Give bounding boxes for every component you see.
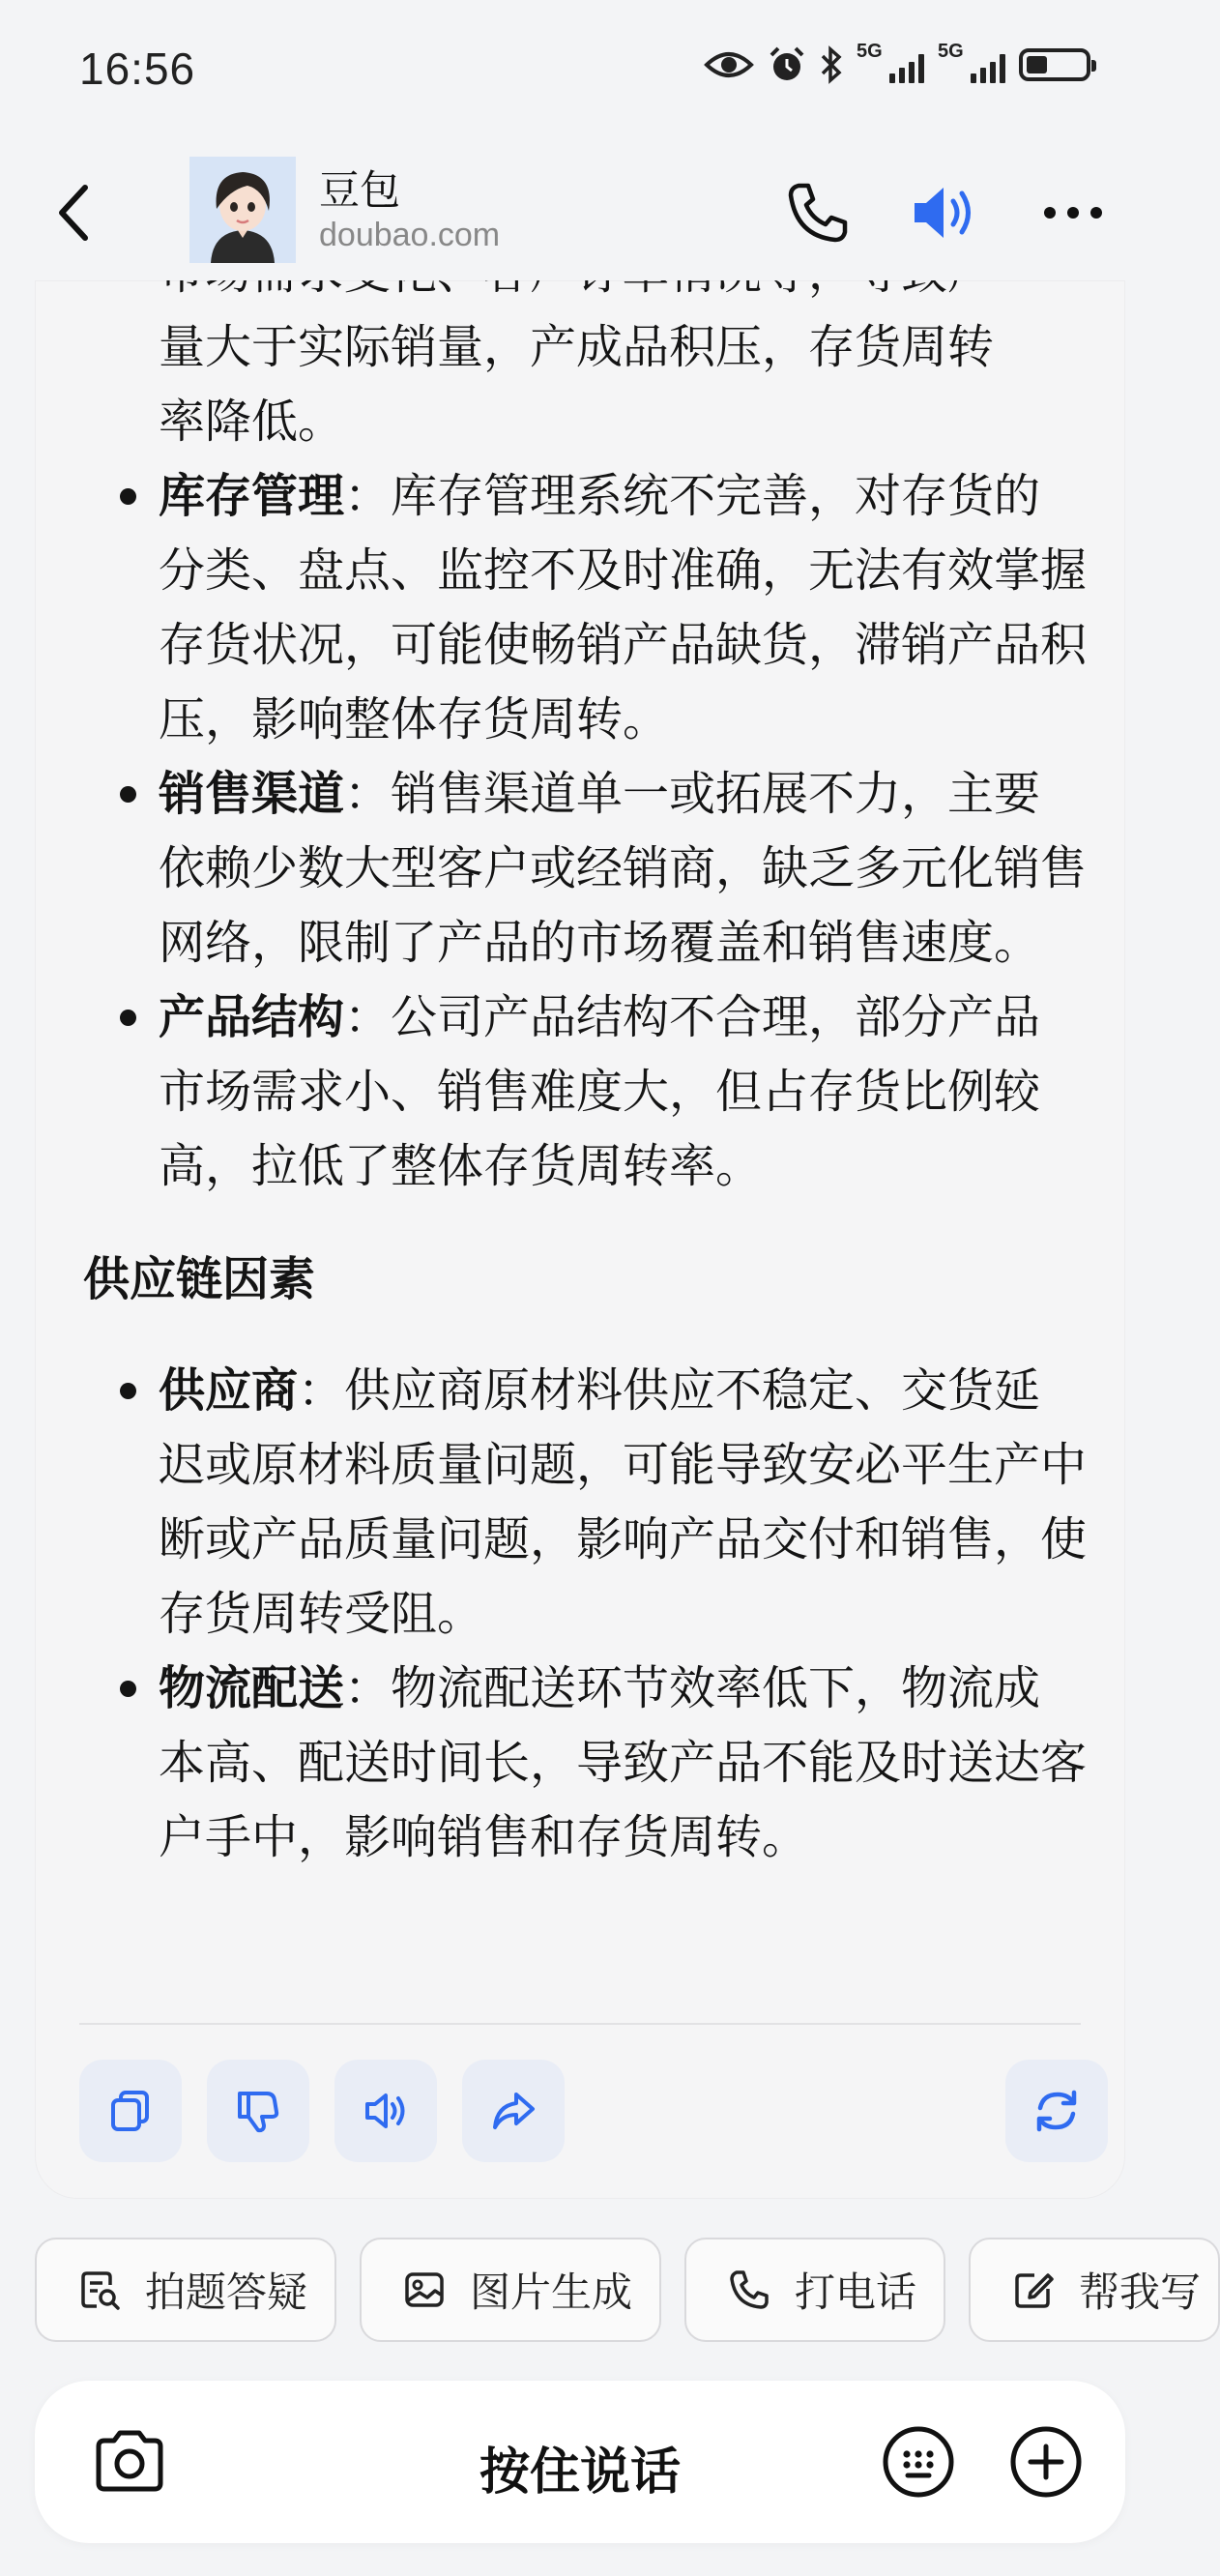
read-aloud-button[interactable] [334, 2060, 437, 2162]
chip-label: 打电话 [795, 2269, 917, 2316]
chip-photo-question[interactable] [35, 2238, 336, 2342]
chip-label: 拍题答疑 [145, 2269, 308, 2316]
back-button[interactable] [46, 174, 104, 251]
share-icon [487, 2085, 539, 2137]
fragment-line-3: 率降低。 [159, 395, 345, 449]
alarm-icon [768, 45, 806, 84]
phone-icon [727, 2268, 771, 2312]
bullet-term: 供应商 [159, 1363, 299, 1418]
regenerate-button[interactable] [1005, 2060, 1108, 2162]
message-actions [79, 2060, 1081, 2166]
bullet-text: ：库存管理系统不完善，对存货的分类、盘点、监控不及时准确，无法有效掌握存货状况，可能使畅销产品缺货，滞销产品积压，影响整体存货周转。 [159, 469, 1088, 746]
phone-call-button[interactable] [781, 176, 855, 249]
status-time: 16:56 [79, 44, 196, 94]
bullet-text: ：供应商原材料供应不稳定、交货延迟或原材料质量问题，可能导致安必平生产中断或产品质量问题，影响产品交付和销售，使存货周转受阻。 [159, 1363, 1088, 1641]
chat-header [0, 135, 1160, 280]
chip-label: 图片生成 [470, 2269, 633, 2316]
bullet-term: 物流配送 [159, 1661, 345, 1715]
hold-to-talk-button[interactable]: 按住说话 [479, 2444, 681, 2502]
message-content [35, 236, 1125, 1875]
section-title-supply-chain: 供应链因素 [83, 1252, 316, 1306]
network-label-2: 5G [938, 41, 964, 62]
chip-phone-call[interactable] [684, 2238, 945, 2342]
copy-icon [104, 2085, 157, 2137]
chip-write-for-me[interactable] [969, 2238, 1220, 2342]
bullet-inventory-management [35, 459, 1125, 757]
share-button[interactable] [462, 2060, 565, 2162]
bullet-text: ：物流配送环节效率低下，物流成本高、配送时间长，导致产品不能及时送达客户手中，影响销售和存货周转。 [159, 1661, 1088, 1864]
chip-label: 帮我写 [1079, 2269, 1202, 2316]
assistant-message-card [35, 280, 1125, 2199]
add-attachment-button[interactable] [1005, 2421, 1087, 2503]
suggestion-chips [35, 2238, 1202, 2346]
avatar[interactable] [189, 157, 296, 263]
read-aloud-icon [360, 2085, 412, 2137]
bullet-logistics [35, 1652, 1125, 1875]
bullet-product-structure [35, 981, 1125, 1204]
image-icon [402, 2268, 447, 2312]
bullet-term: 产品结构 [159, 990, 345, 1044]
fragment-line-2: 量大于实际销量，产成品积压，存货周转 [159, 320, 995, 374]
status-icons [704, 41, 1090, 85]
edit-icon [1011, 2268, 1056, 2312]
input-bar [35, 2381, 1125, 2543]
network-label-1: 5G [857, 41, 883, 62]
regenerate-icon [1029, 2083, 1085, 2139]
chat-title: 豆包 [319, 166, 401, 214]
speaker-on-button[interactable] [907, 176, 980, 249]
bullet-term: 销售渠道 [159, 767, 345, 821]
chat-subtitle: doubao.com [319, 217, 501, 253]
photo-question-icon [77, 2268, 122, 2312]
bullet-sales-channel [35, 757, 1125, 981]
bullet-text: ：公司产品结构不合理，部分产品市场需求小、销售难度大，但占存货比例较高，拉低了整体存货周转率。 [159, 990, 1041, 1193]
bluetooth-icon [820, 45, 843, 84]
keyboard-toggle-button[interactable] [878, 2421, 959, 2503]
bullet-term: 库存管理 [159, 469, 345, 523]
signal-1 [857, 41, 924, 85]
more-options-button[interactable] [1036, 176, 1110, 249]
eye-icon [704, 47, 754, 82]
message-divider [79, 2023, 1081, 2025]
bullet-supplier [35, 1354, 1125, 1652]
copy-button[interactable] [79, 2060, 182, 2162]
dislike-button[interactable] [207, 2060, 309, 2162]
thumbs-down-icon [232, 2085, 284, 2137]
bullet-text: ：销售渠道单一或拓展不力，主要依赖少数大型客户或经销商，缺乏多元化销售网络，限制了产品的市场覆盖和销售速度。 [159, 767, 1088, 970]
chip-image-generation[interactable] [360, 2238, 661, 2342]
signal-2 [938, 41, 1005, 85]
status-bar [0, 0, 1160, 135]
battery-icon [1019, 48, 1090, 81]
